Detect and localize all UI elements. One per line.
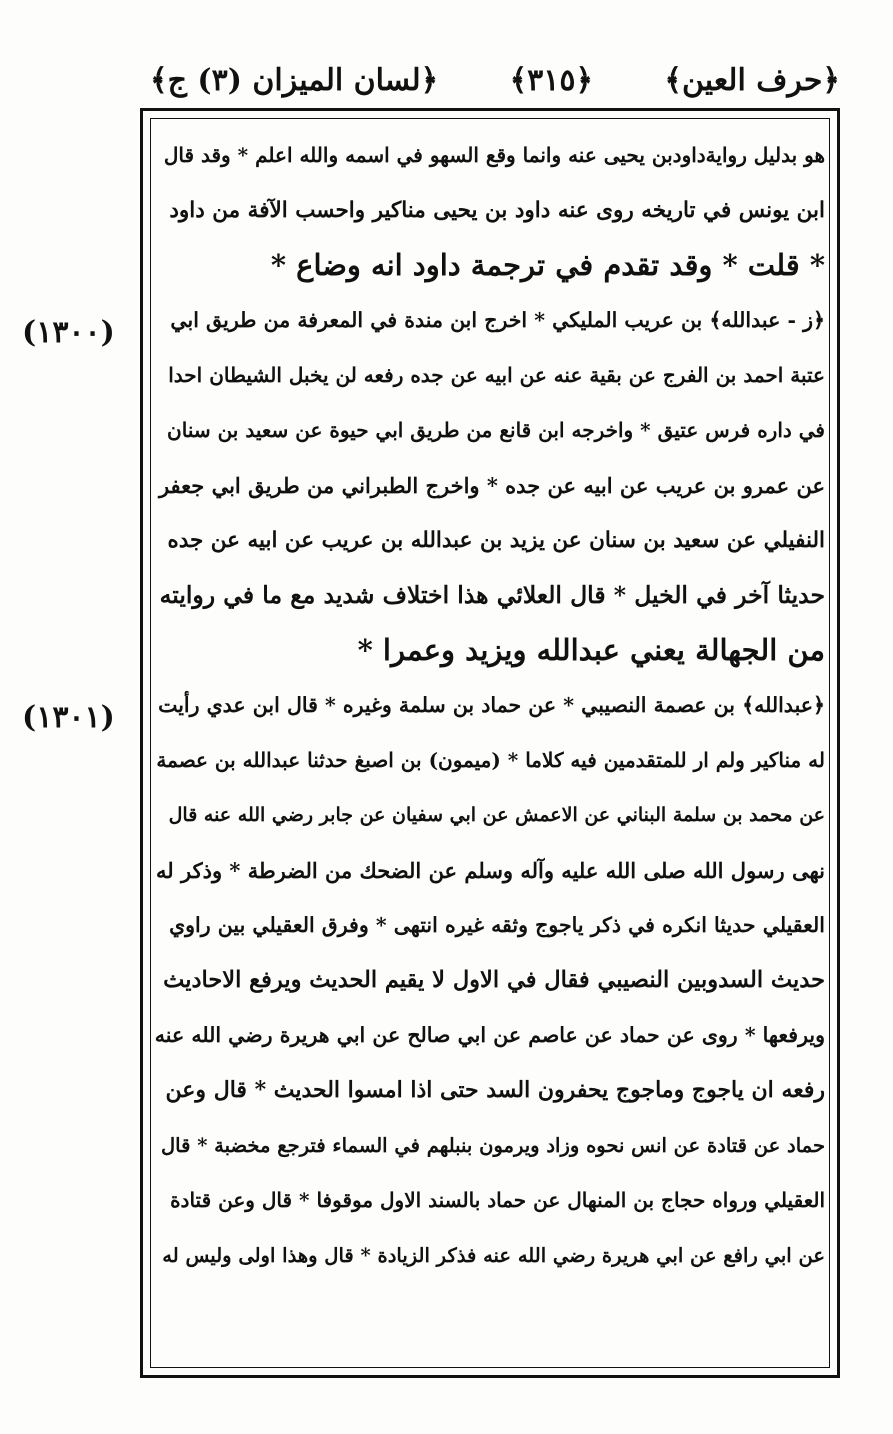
entry-number-1300: (١٣٠٠) [22, 315, 115, 350]
text-line: ويرفعها * روى عن حماد عن عاصم عن ابي صالح عن ابي هريرة رضي الله عنه [155, 1023, 825, 1047]
text-line: حديثا آخر في الخيل * قال العلائي هذا اختلاف شديد مع ما في روايته [159, 581, 825, 609]
main-text [155, 128, 825, 1283]
book-title: ﴿لسان الميزان (٣) ج﴾ [150, 62, 439, 98]
text-line: هو بدليل روايةداودبن يحيى عنه وانما وقع السهو في اسمه والله اعلم * وقد قال [163, 143, 825, 167]
text-line: حماد عن قتادة عن انس نحوه وزاد ويرمون بنبلهم في السماء فترجع مخضبة * قال [160, 1134, 825, 1157]
text-line: له مناكير ولم ار للمتقدمين فيه كلاما * (ميمون) بن اصبغ حدثنا عبدالله بن عصمة [156, 748, 825, 772]
text-line: ﴿ز - عبدالله﴾ بن عريب المليكي * اخرج ابن مندة في المعرفة من طريق ابي [170, 308, 825, 332]
text-line: من الجهالة يعني عبدالله ويزيد وعمرا * [357, 633, 825, 667]
text-line: ﴿عبدالله﴾ بن عصمة النصيبي * عن حماد بن سلمة وغيره * قال ابن عدي رأيت [158, 693, 825, 717]
text-line: العقيلي حديثا انكره في ذكر ياجوج وثقه غيره انتهى * وفرق العقيلي بين راوي [169, 913, 825, 937]
text-line: رفعه ان ياجوج وماجوج يحفرون السد حتى اذا امسوا الحديث * قال وعن [165, 1077, 825, 1103]
text-line: عن محمد بن سلمة البناني عن الاعمش عن ابي سفيان عن جابر رضي الله عنه قال [168, 804, 825, 826]
page-number: ﴿٣١٥﴾ [509, 62, 594, 98]
text-line: عتبة احمد بن الفرج عن بقية عنه عن ابيه عن جده رفعه لن يخبل الشيطان احدا [168, 363, 825, 387]
text-line: العقيلي ورواه حجاج بن المنهال عن حماد بالسند الاول موقوفا * قال وعن قتادة [170, 1188, 825, 1212]
text-line: النفيلي عن سعيد بن سنان عن يزيد بن عبدالله بن عريب عن ابيه عن جده [167, 528, 825, 553]
page-header [150, 50, 840, 110]
text-line: عن ابي رافع عن ابي هريرة رضي الله عنه فذكر الزيادة * قال وهذا اولى وليس له [162, 1244, 825, 1267]
section-title: ﴿حرف العين﴾ [664, 62, 840, 98]
text-line: ابن يونس في تاريخه روى عنه داود بن يحيى مناكير واحسب الآفة من داود [169, 198, 825, 223]
text-line: نهى رسول الله صلى الله عليه وآله وسلم عن الضحك من الضرطة * وذكر له [156, 858, 825, 883]
text-line: عن عمرو بن عريب عن ابيه عن جده * واخرج الطبراني من طريق ابي جعفر [158, 473, 825, 498]
text-line: حديث السدوبين النصيبي فقال في الاول لا يقيم الحديث ويرفع الاحاديث [163, 967, 825, 993]
text-line: في داره فرس عتيق * واخرجه ابن قانع من طريق ابي حيوة عن سعيد بن سنان [167, 418, 825, 442]
text-line: * قلت * وقد تقدم في ترجمة داود انه وضاع * [270, 248, 825, 282]
entry-number-1301: (١٣٠١) [22, 700, 115, 735]
